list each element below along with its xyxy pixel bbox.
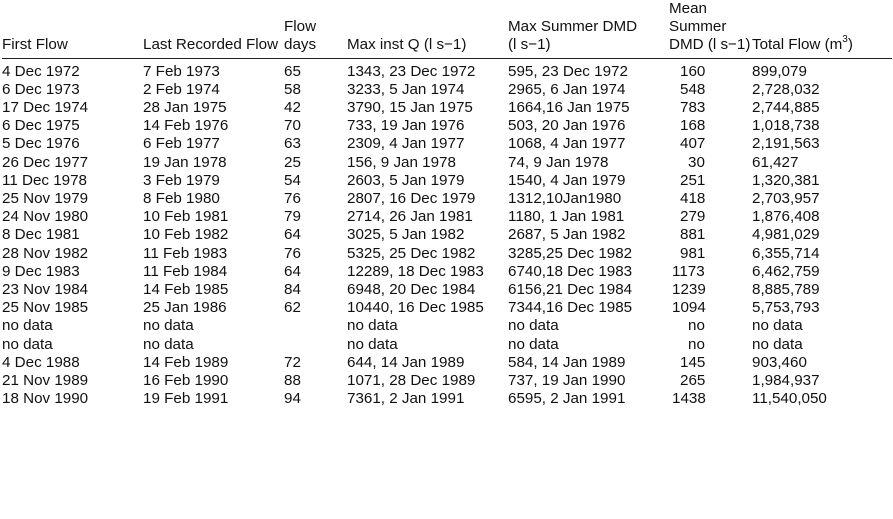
cell-max-summer-dmd: 2687, 5 Jan 1982: [508, 226, 626, 244]
cell-last-recorded-flow: 25 Jan 1986: [143, 299, 227, 317]
cell-max-summer-dmd: 2965, 6 Jan 1974: [508, 80, 626, 98]
cell-first-flow: 6 Dec 1973: [2, 80, 80, 98]
cell-total-flow: 2,728,032: [752, 80, 820, 98]
cell-max-inst-q: 733, 19 Jan 1976: [347, 117, 465, 135]
cell-flow-days: 54: [284, 171, 301, 189]
cell-total-flow: 4,981,029: [752, 226, 820, 244]
cell-last-recorded-flow: no data: [143, 317, 194, 335]
table-row: [2, 135, 892, 153]
table-row: [2, 190, 892, 208]
cell-max-inst-q: 3233, 5 Jan 1974: [347, 80, 465, 98]
cell-first-flow: 6 Dec 1975: [2, 117, 80, 135]
header-label: Max Summer DMD: [508, 18, 638, 36]
cell-flow-days: 63: [284, 135, 301, 153]
cell-first-flow: 17 Dec 1974: [2, 99, 89, 117]
cell-total-flow: 5,753,793: [752, 299, 820, 317]
table-row: [2, 390, 892, 408]
cell-first-flow: no data: [2, 335, 53, 353]
cell-max-summer-dmd: 1664,16 Jan 1975: [508, 99, 630, 117]
cell-last-recorded-flow: 19 Feb 1991: [143, 390, 229, 408]
cell-mean-summer-dmd: 418: [680, 190, 706, 208]
cell-max-summer-dmd: 503, 20 Jan 1976: [508, 117, 626, 135]
cell-max-summer-dmd: 1312,10Jan1980: [508, 190, 622, 208]
cell-mean-summer-dmd: 145: [680, 353, 706, 371]
header-row: [2, 0, 892, 58]
cell-max-summer-dmd: no data: [508, 317, 559, 335]
cell-first-flow: 23 Nov 1984: [2, 281, 89, 299]
cell-max-summer-dmd: 737, 19 Jan 1990: [508, 372, 626, 390]
cell-max-summer-dmd: 595, 23 Dec 1972: [508, 62, 628, 80]
cell-total-flow: 2,703,957: [752, 190, 820, 208]
cell-max-inst-q: 2309, 4 Jan 1977: [347, 135, 465, 153]
cell-total-flow: 1,320,381: [752, 171, 820, 189]
cell-max-inst-q: 3025, 5 Jan 1982: [347, 226, 465, 244]
cell-max-summer-dmd: 6740,18 Dec 1983: [508, 262, 633, 280]
cell-mean-summer-dmd: 1239: [672, 281, 706, 299]
cell-last-recorded-flow: 10 Feb 1981: [143, 208, 229, 226]
header-unit: (l s−1): [707, 36, 751, 54]
cell-last-recorded-flow: 11 Feb 1983: [143, 244, 228, 262]
cell-total-flow: 2,744,885: [752, 99, 820, 117]
header-unit: (l s−1): [423, 36, 467, 54]
cell-mean-summer-dmd: no: [688, 317, 705, 335]
cell-first-flow: no data: [2, 317, 53, 335]
table-row: [2, 117, 892, 135]
cell-total-flow: 1,018,738: [752, 117, 820, 135]
cell-first-flow: 25 Nov 1985: [2, 299, 89, 317]
header-total-flow: Total Flow $(m^3)$: [752, 34, 853, 54]
table-row: [2, 317, 892, 335]
cell-mean-summer-dmd: 30: [688, 153, 705, 171]
cell-max-inst-q: 1071, 28 Dec 1989: [347, 372, 476, 390]
table-row: [2, 354, 892, 372]
cell-total-flow: 899,079: [752, 62, 807, 80]
cell-last-recorded-flow: 14 Feb 1976: [143, 117, 229, 135]
header-mean-summer-dmd: [669, 0, 752, 58]
header-max-summer-dmd: [508, 0, 669, 58]
cell-first-flow: 21 Nov 1989: [2, 372, 89, 390]
cell-max-summer-dmd: 6595, 2 Jan 1991: [508, 390, 626, 408]
cell-total-flow: 903,460: [752, 353, 807, 371]
cell-mean-summer-dmd: 783: [680, 99, 706, 117]
header-label: Last Recorded Flow: [143, 36, 279, 54]
cell-mean-summer-dmd: 160: [680, 62, 706, 80]
table-row: [2, 58, 892, 81]
cell-flow-days: 70: [284, 117, 301, 135]
cell-mean-summer-dmd: 548: [680, 80, 706, 98]
cell-last-recorded-flow: 3 Feb 1979: [143, 171, 220, 189]
cell-last-recorded-flow: 10 Feb 1982: [143, 226, 229, 244]
cell-flow-days: 64: [284, 262, 301, 280]
table-header: [2, 0, 892, 58]
cell-mean-summer-dmd: 1094: [672, 299, 706, 317]
cell-flow-days: 84: [284, 281, 301, 299]
cell-mean-summer-dmd: 981: [680, 244, 706, 262]
cell-total-flow: no data: [752, 317, 803, 335]
table-row: [2, 81, 892, 99]
cell-flow-days: 62: [284, 299, 301, 317]
header-label: Max inst Q: [347, 36, 424, 54]
cell-mean-summer-dmd: 881: [680, 226, 706, 244]
cell-max-summer-dmd: no data: [508, 335, 559, 353]
cell-total-flow: 6,462,759: [752, 262, 820, 280]
cell-last-recorded-flow: 14 Feb 1985: [143, 281, 229, 299]
cell-flow-days: 94: [284, 390, 301, 408]
cell-total-flow: 1,876,408: [752, 208, 820, 226]
cell-mean-summer-dmd: 1438: [672, 390, 706, 408]
cell-max-summer-dmd: 3285,25 Dec 1982: [508, 244, 633, 262]
cell-total-flow: 6,355,714: [752, 244, 820, 262]
cell-max-summer-dmd: 1180, 1 Jan 1981: [508, 208, 625, 226]
header-max-inst-q: [347, 0, 508, 58]
cell-first-flow: 26 Dec 1977: [2, 153, 89, 171]
cell-flow-days: 25: [284, 153, 301, 171]
header-unit: (l s−1): [508, 36, 551, 54]
table-row: [2, 281, 892, 299]
cell-max-summer-dmd: 1540, 4 Jan 1979: [508, 171, 626, 189]
cell-last-recorded-flow: 6 Feb 1977: [143, 135, 220, 153]
cell-max-summer-dmd: 6156,21 Dec 1984: [508, 281, 633, 299]
table-row: [2, 172, 892, 190]
table-row: [2, 299, 892, 317]
table-row: [2, 372, 892, 390]
cell-first-flow: 4 Dec 1988: [2, 353, 80, 371]
cell-max-summer-dmd: 74, 9 Jan 1978: [508, 153, 609, 171]
table-body: [2, 58, 892, 408]
cell-mean-summer-dmd: 168: [680, 117, 706, 135]
cell-max-summer-dmd: 584, 14 Jan 1989: [508, 353, 626, 371]
cell-max-inst-q: 644, 14 Jan 1989: [347, 353, 465, 371]
cell-first-flow: 5 Dec 1976: [2, 135, 80, 153]
table-row: [2, 154, 892, 172]
cell-last-recorded-flow: 19 Jan 1978: [143, 153, 227, 171]
cell-flow-days: 88: [284, 372, 301, 390]
cell-flow-days: 42: [284, 99, 301, 117]
table-row: [2, 208, 892, 226]
cell-flow-days: [284, 317, 347, 335]
cell-max-inst-q: 5325, 25 Dec 1982: [347, 244, 476, 262]
cell-last-recorded-flow: no data: [143, 335, 194, 353]
cell-mean-summer-dmd: 279: [680, 208, 706, 226]
cell-max-inst-q: 7361, 2 Jan 1991: [347, 390, 465, 408]
cell-total-flow: 11,540,050: [752, 390, 827, 408]
cell-last-recorded-flow: 11 Feb 1984: [143, 262, 228, 280]
cell-total-flow: 2,191,563: [752, 135, 820, 153]
cell-total-flow: 1,984,937: [752, 372, 820, 390]
table-row: [2, 226, 892, 244]
cell-flow-days: 72: [284, 353, 301, 371]
cell-first-flow: 28 Nov 1982: [2, 244, 89, 262]
table-row: [2, 336, 892, 354]
cell-flow-days: 65: [284, 62, 301, 80]
cell-flow-days: [284, 336, 347, 354]
cell-max-inst-q: 2603, 5 Jan 1979: [347, 171, 465, 189]
cell-last-recorded-flow: 28 Jan 1975: [143, 99, 227, 117]
table-row: [2, 245, 892, 263]
cell-flow-days: 76: [284, 190, 301, 208]
cell-max-inst-q: 3790, 15 Jan 1975: [347, 99, 473, 117]
header-last-recorded-flow: [143, 0, 284, 58]
header-label: Flow days: [284, 18, 317, 54]
cell-max-inst-q: no data: [347, 335, 398, 353]
cell-max-inst-q: no data: [347, 317, 398, 335]
cell-max-inst-q: 10440, 16 Dec 1985: [347, 299, 484, 317]
header-superscript: 3: [842, 34, 848, 46]
cell-first-flow: 4 Dec 1972: [2, 62, 80, 80]
cell-max-inst-q: 12289, 18 Dec 1983: [347, 262, 484, 280]
cell-max-summer-dmd: 7344,16 Dec 1985: [508, 299, 633, 317]
cell-mean-summer-dmd: 407: [680, 135, 706, 153]
header-first-flow: [2, 0, 143, 58]
cell-max-inst-q: 156, 9 Jan 1978: [347, 153, 456, 171]
cell-flow-days: 79: [284, 208, 301, 226]
cell-last-recorded-flow: 14 Feb 1989: [143, 353, 229, 371]
cell-flow-days: 58: [284, 80, 301, 98]
header-flow-days: [284, 0, 347, 58]
table-row: [2, 99, 892, 117]
cell-total-flow: no data: [752, 335, 803, 353]
cell-mean-summer-dmd: 251: [680, 171, 706, 189]
cell-first-flow: 25 Nov 1979: [2, 190, 89, 208]
cell-last-recorded-flow: 7 Feb 1973: [143, 62, 220, 80]
cell-total-flow: 61,427: [752, 153, 799, 171]
cell-first-flow: 18 Nov 1990: [2, 390, 89, 408]
cell-first-flow: 9 Dec 1983: [2, 262, 80, 280]
cell-flow-days: 64: [284, 226, 301, 244]
cell-max-inst-q: 2807, 16 Dec 1979: [347, 190, 476, 208]
cell-mean-summer-dmd: 1173: [672, 262, 705, 280]
cell-total-flow: 8,885,789: [752, 281, 820, 299]
cell-max-inst-q: 2714, 26 Jan 1981: [347, 208, 473, 226]
cell-last-recorded-flow: 16 Feb 1990: [143, 372, 229, 390]
header-label: First Flow: [2, 36, 68, 54]
cell-max-inst-q: 6948, 20 Dec 1984: [347, 281, 476, 299]
table-row: [2, 263, 892, 281]
cell-mean-summer-dmd: 265: [680, 372, 706, 390]
header-label: Mean Summer DMD: [669, 0, 727, 54]
cell-last-recorded-flow: 8 Feb 1980: [143, 190, 220, 208]
header-label: Total Flow (m: [752, 36, 843, 54]
flow-data-table: [2, 0, 892, 408]
cell-max-inst-q: 1343, 23 Dec 1972: [347, 62, 476, 80]
cell-first-flow: 11 Dec 1978: [2, 171, 87, 189]
cell-first-flow: 24 Nov 1980: [2, 208, 89, 226]
cell-last-recorded-flow: 2 Feb 1974: [143, 80, 220, 98]
cell-flow-days: 76: [284, 244, 301, 262]
cell-mean-summer-dmd: no: [688, 335, 705, 353]
cell-first-flow: 8 Dec 1981: [2, 226, 80, 244]
cell-max-summer-dmd: 1068, 4 Jan 1977: [508, 135, 626, 153]
